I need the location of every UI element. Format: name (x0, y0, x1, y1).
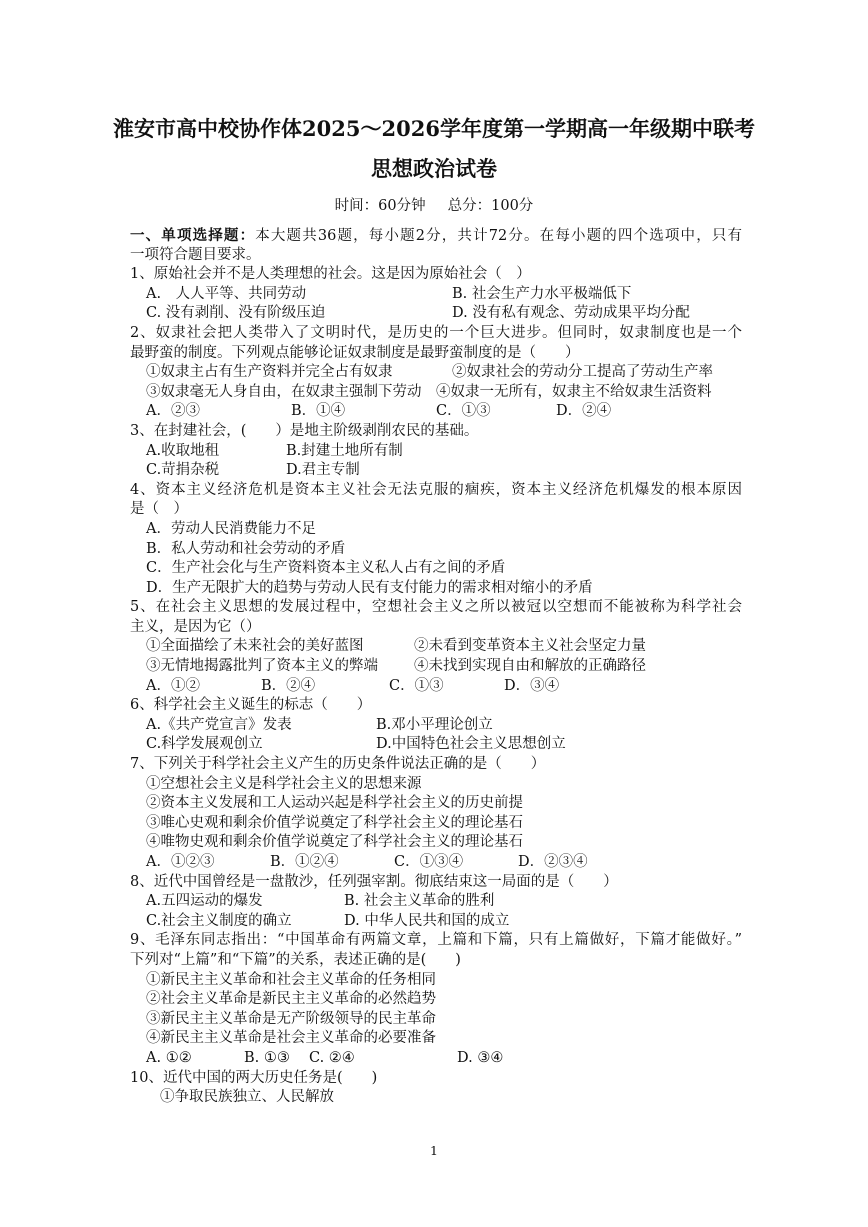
question-2-options (130, 402, 742, 422)
question-5-statements-row2 (130, 657, 742, 677)
question-2-option-b: B．①④ (291, 403, 346, 420)
question-1-option-b: B. 社会生产力水平极端低下 (452, 285, 632, 302)
question-1-options-row1 (130, 285, 742, 305)
question-5-statement-1: ①全面描绘了未来社会的美好蓝图 (146, 638, 364, 655)
question-4-option-d: D．生产无限扩大的趋势与劳动人民有支付能力的需求相对缩小的矛盾 (146, 579, 593, 596)
question-7-statement-4: ④唯物史观和剩余价值学说奠定了科学社会主义的理论基石 (146, 834, 523, 851)
question-5-statement-4: ④未找到实现自由和解放的正确路径 (414, 658, 646, 675)
question-6-stem: 6、科学社会主义诞生的标志（ ） (130, 697, 372, 714)
question-6-options-row2 (130, 735, 742, 755)
exam-title-line2: 思想政治试卷 (371, 156, 497, 181)
question-5-statements-row1 (130, 637, 742, 657)
exam-meta (0, 197, 868, 217)
question-7-option-c: C．①③④ (394, 854, 464, 870)
question-6-option-b: B.邓小平理论创立 (376, 716, 493, 733)
question-5-stem-1: 5、在社会主义思想的发展过程中，空想社会主义之所以被冠以空想而不能被称为科学社会 (130, 599, 742, 616)
question-5-stem-2: 主义，是因为它（） (130, 618, 261, 635)
question-1-options-row2 (130, 304, 742, 324)
question-5-option-d: D．③④ (504, 677, 560, 694)
question-7-stem: 7、下列关于科学社会主义产生的历史条件说法正确的是（ ） (130, 756, 546, 773)
question-3-options-row2 (130, 461, 742, 481)
question-7-option-b: B．①②④ (270, 854, 339, 870)
question-5-statement-2: ②未看到变革资本主义社会坚定力量 (414, 638, 646, 655)
question-5-statement-3: ③无情地揭露批判了资本主义的弊端 (146, 658, 378, 675)
question-9-option-a: A. ①② (146, 1049, 192, 1066)
question-7-option-a: A．①②③ (146, 854, 215, 870)
question-2-statement-3: ③奴隶毫无人身自由，在奴隶主强制下劳动 (146, 383, 422, 400)
question-9-options (130, 1049, 742, 1069)
question-2-option-c: C．①③ (436, 403, 491, 420)
question-1-option-c: C. 没有剥削、没有阶级压迫 (146, 305, 326, 322)
question-9-statement-2: ②社会主义革命是新民主主义革命的必然趋势 (146, 991, 436, 1008)
question-4-stem-2: 是（ ） (130, 501, 188, 518)
question-8-option-b: B. 社会主义革命的胜利 (344, 893, 495, 910)
question-8-options-row2 (130, 912, 742, 932)
page-number: 1 (430, 1143, 438, 1158)
question-5-options (130, 677, 742, 697)
question-4-stem-1: 4、资本主义经济危机是资本主义社会无法克服的痼疾，资本主义经济危机爆发的根本原因 (130, 481, 742, 498)
question-4-option-a: A．劳动人民消费能力不足 (146, 520, 316, 537)
question-3-stem: 3、在封建社会，( ）是地主阶级剥削农民的基础。 (130, 422, 479, 439)
section-desc-2: 一项符合题目要求。 (130, 246, 261, 263)
question-2-statements-row2 (130, 383, 742, 403)
question-2-statement-2: ②奴隶社会的劳动分工提高了劳动生产率 (452, 364, 713, 381)
section-desc-1: 本大题共36题，每小题2分，共计72分。在每小题的四个选项中，只有 (255, 228, 743, 244)
question-3-option-b: B.封建土地所有制 (286, 442, 403, 459)
exam-total: 总分：100分 (447, 198, 534, 214)
question-5-option-a: A．①② (146, 677, 200, 694)
section-heading: 一、单项选择题： (130, 227, 256, 244)
question-10-stem: 10、近代中国的两大历史任务是( ) (130, 1069, 378, 1086)
question-9-statement-4: ④新民主主义革命是社会主义革命的必要准备 (146, 1030, 436, 1047)
question-7-option-d: D．②③④ (518, 854, 588, 870)
question-4-option-c: C．生产社会化与生产资料资本主义私人占有之间的矛盾 (146, 560, 506, 577)
question-6-option-d: D.中国特色社会主义思想创立 (376, 736, 566, 753)
question-6-option-c: C.科学发展观创立 (146, 736, 263, 753)
question-2-stem-2: 最野蛮的制度。下列观点能够论证奴隶制度是最野蛮制度的是（ ） (130, 344, 580, 361)
question-2-statements-row1 (130, 363, 742, 383)
question-7-statement-2: ②资本主义发展和工人运动兴起是科学社会主义的历史前提 (146, 795, 523, 812)
question-9-statement-1: ①新民主主义革命和社会主义革命的任务相同 (146, 971, 436, 988)
exam-title-line1: 淮安市高中校协作体2025～2026学年度第一学期高一年级期中联考 (113, 116, 755, 141)
question-2-statement-1: ①奴隶主占有生产资料并完全占有奴隶 (146, 364, 393, 381)
question-6-option-a: A.《共产党宣言》发表 (146, 716, 292, 733)
question-9-option-c: C. ②④ (309, 1049, 355, 1066)
question-2-statement-4: ④奴隶一无所有，奴隶主不给奴隶生活资料 (436, 383, 712, 400)
question-7-statement-3: ③唯心史观和剩余价值学说奠定了科学社会主义的理论基石 (146, 814, 523, 831)
question-5-option-c: C．①③ (389, 677, 444, 694)
question-4-option-b: B．私人劳动和社会劳动的矛盾 (146, 540, 346, 557)
question-7-statement-1: ①空想社会主义是科学社会主义的思想来源 (146, 775, 422, 792)
question-5-option-b: B．②④ (261, 677, 316, 694)
question-9-stem-1: 9、毛泽东同志指出：“中国革命有两篇文章，上篇和下篇，只有上篇做好，下篇才能做好。” (130, 932, 742, 949)
question-8-option-c: C.社会主义制度的确立 (146, 912, 292, 929)
exam-time: 时间：60分钟 (334, 198, 426, 214)
question-9-stem-2: 下列对“上篇”和“下篇”的关系，表述正确的是( ) (130, 951, 461, 968)
question-9-option-d: D. ③④ (457, 1049, 504, 1066)
section-instructions (130, 226, 742, 246)
question-1-option-d: D. 没有私有观念、劳动成果平均分配 (452, 305, 690, 322)
question-9-statement-3: ③新民主主义革命是无产阶级领导的民主革命 (146, 1010, 436, 1027)
question-8-option-a: A.五四运动的爆发 (146, 893, 263, 910)
question-9-option-b: B. ①③ (244, 1049, 290, 1066)
question-1-option-a: A. 人人平等、共同劳动 (146, 285, 307, 302)
question-3-option-a: A.收取地租 (146, 442, 220, 459)
exam-content (130, 226, 742, 1108)
question-3-option-d: D.君主专制 (286, 462, 360, 479)
question-8-options-row1 (130, 892, 742, 912)
question-8-stem: 8、近代中国曾经是一盘散沙，任列强宰割。彻底结束这一局面的是（ ） (130, 873, 618, 890)
question-8-option-d: D. 中华人民共和国的成立 (344, 912, 510, 929)
question-2-option-a: A．②③ (146, 403, 200, 420)
question-3-option-c: C.苛捐杂税 (146, 462, 220, 479)
question-2-option-d: D．②④ (556, 403, 612, 420)
question-10-statement-1: ①争取民族独立、人民解放 (160, 1089, 334, 1106)
question-6-options-row1 (130, 716, 742, 736)
question-1-stem: 1、原始社会并不是人类理想的社会。这是因为原始社会（ ） (130, 266, 531, 283)
question-2-stem-1: 2、奴隶社会把人类带入了文明时代，是历史的一个巨大进步。但同时，奴隶制度也是一个 (130, 324, 742, 341)
question-7-options (130, 853, 742, 873)
question-3-options-row1 (130, 442, 742, 462)
